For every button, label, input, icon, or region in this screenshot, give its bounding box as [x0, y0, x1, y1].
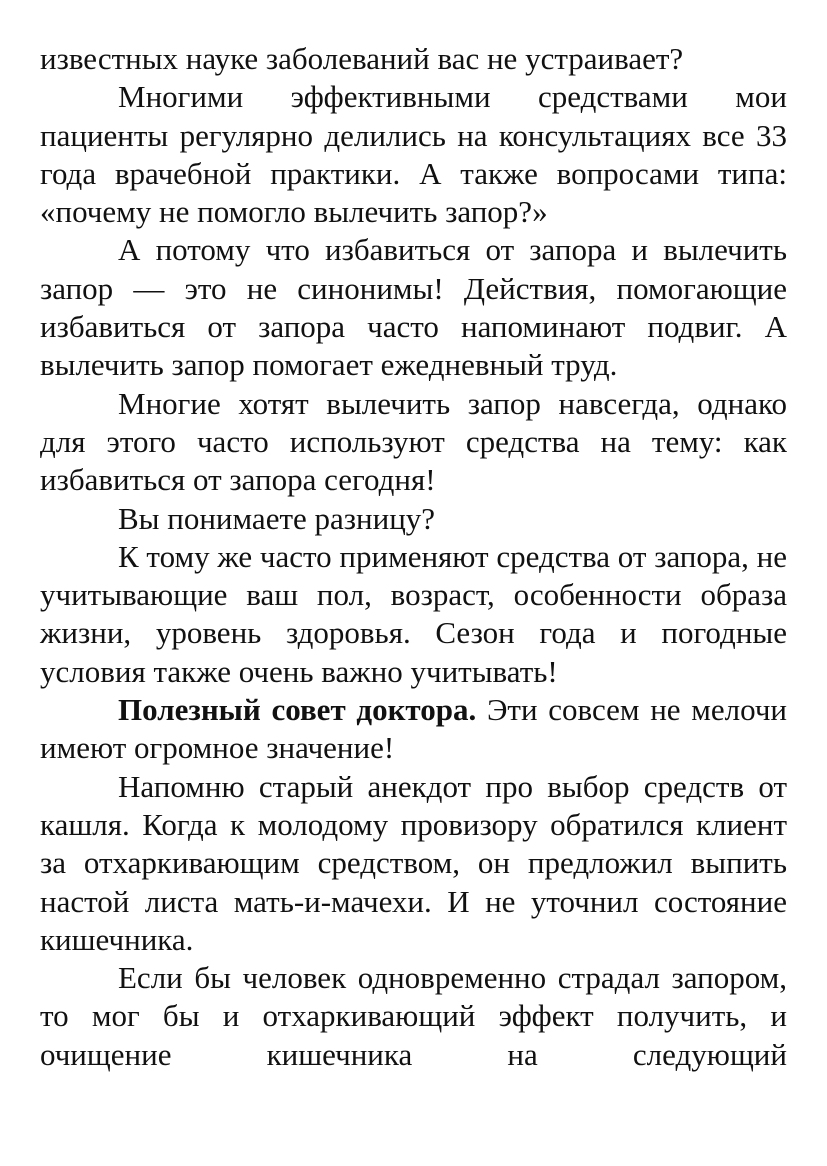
paragraph-1: известных науке заболеваний вас не устраивает? [40, 41, 684, 76]
doctor-tip-text: Эти совсем не мелочи имеют огромное значение! [40, 692, 787, 766]
paragraph-5: Вы понимаете разницу? [118, 500, 436, 536]
paragraph-8: Напомню старый анекдот про выбор средств от кашля. Когда к молодому провизору обратился клиент за отхаркивающим средством, он предложил выпить настой листа мать-и-мачехи. И не уточнил состояние кишечника. [40, 768, 787, 957]
paragraph-2: Многими эффективными средствами мои пациенты регулярно делились на консультациях все 33 года врачебной практики. А также вопросами типа: «почему не помогло вылечить запор?» [40, 79, 787, 230]
doctor-tip-heading: Полезный совет доктора. [118, 692, 477, 728]
paragraph-7 [40, 691, 787, 768]
paragraph-6: К тому же часто применяют средства от запора, не учитывающие ваш пол, возраст, особенности образа жизни, уровень здоровья. Сезон года и погодные условия также очень важно учитывать! [40, 538, 787, 689]
paragraph-4: Многие хотят вылечить запор навсегда, однако для этого часто используют средства на тему: как избавиться от запора сегодня! [40, 385, 787, 498]
paragraph-9: Если бы человек одновременно страдал запором, то мог бы и отхаркивающий эффект получить, и очищение кишечника на следующий [40, 960, 787, 1072]
paragraph-3: А потому что избавиться от запора и вылечить запор — это не синонимы! Действия, помогающие избавиться от запора часто напоминают подвиг. А вылечить запор помогает ежедневный труд. [40, 232, 787, 383]
document-page [40, 40, 787, 1074]
